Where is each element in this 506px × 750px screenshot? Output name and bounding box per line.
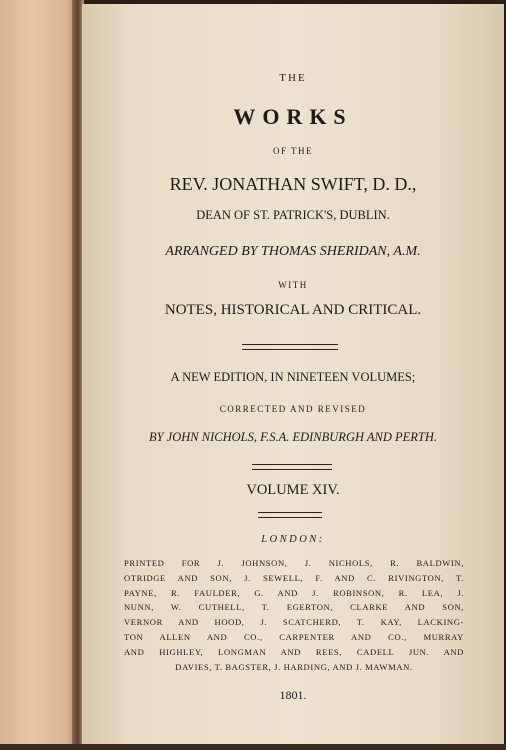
with-text: WITH [278,280,308,290]
volume-number: VOLUME XIV. [246,482,340,498]
double-rule-divider [242,344,338,350]
book-bottom-edge [0,744,506,750]
imprint-line: NUNN, W. CUTHELL, T. EGERTON, CLARKE AND SON, [124,602,464,613]
double-rule-divider [252,464,332,470]
author-title: DEAN OF ST. PATRICK'S, DUBLIN. [196,208,390,222]
edition-statement: A NEW EDITION, IN NINETEEN VOLUMES; [170,370,416,384]
imprint-line: PAYNE, R. FAULDER, G. AND J. ROBINSON, R. LEA, J. [124,587,464,598]
title-the: THE [279,72,307,84]
editor-credit: BY JOHN NICHOLS, F.S.A. EDINBURGH AND PERTH. [148,430,438,444]
title-page [82,4,504,746]
imprint-line: AND HIGHLEY, LONGMAN AND REES, CADELL JUN. AND [124,646,464,657]
imprint-publishers [124,556,464,674]
facing-page-edge [0,0,78,750]
imprint-line: TON ALLEN AND CO., CARPENTER AND CO., MURRAY [124,631,464,642]
title-works: WORKS [233,104,353,129]
author-name: REV. JONATHAN SWIFT, D. D., [169,174,417,194]
imprint-line: VERNOR AND HOOD, J. SCATCHERD, T. KAY, LACKING- [124,617,464,628]
arranged-by: ARRANGED BY THOMAS SHERIDAN, A.M. [165,244,421,259]
title-of-the: OF THE [272,146,314,156]
publication-year: 1801. [279,688,307,702]
imprint-line: OTRIDGE AND SON, J. SEWELL, F. AND C. RIVINGTON, T. [124,572,464,583]
double-rule-divider [258,512,322,518]
corrected-revised: CORRECTED AND REVISED [219,404,367,414]
imprint-place: LONDON: [261,534,325,545]
notes-subtitle: NOTES, HISTORICAL AND CRITICAL. [164,302,422,318]
imprint-line: PRINTED FOR J. JOHNSON, J. NICHOLS, R. BALDWIN, [124,558,464,568]
imprint-line: DAVIES, T. BAGSTER, J. HARDING, AND J. MAWMAN. [175,661,413,672]
